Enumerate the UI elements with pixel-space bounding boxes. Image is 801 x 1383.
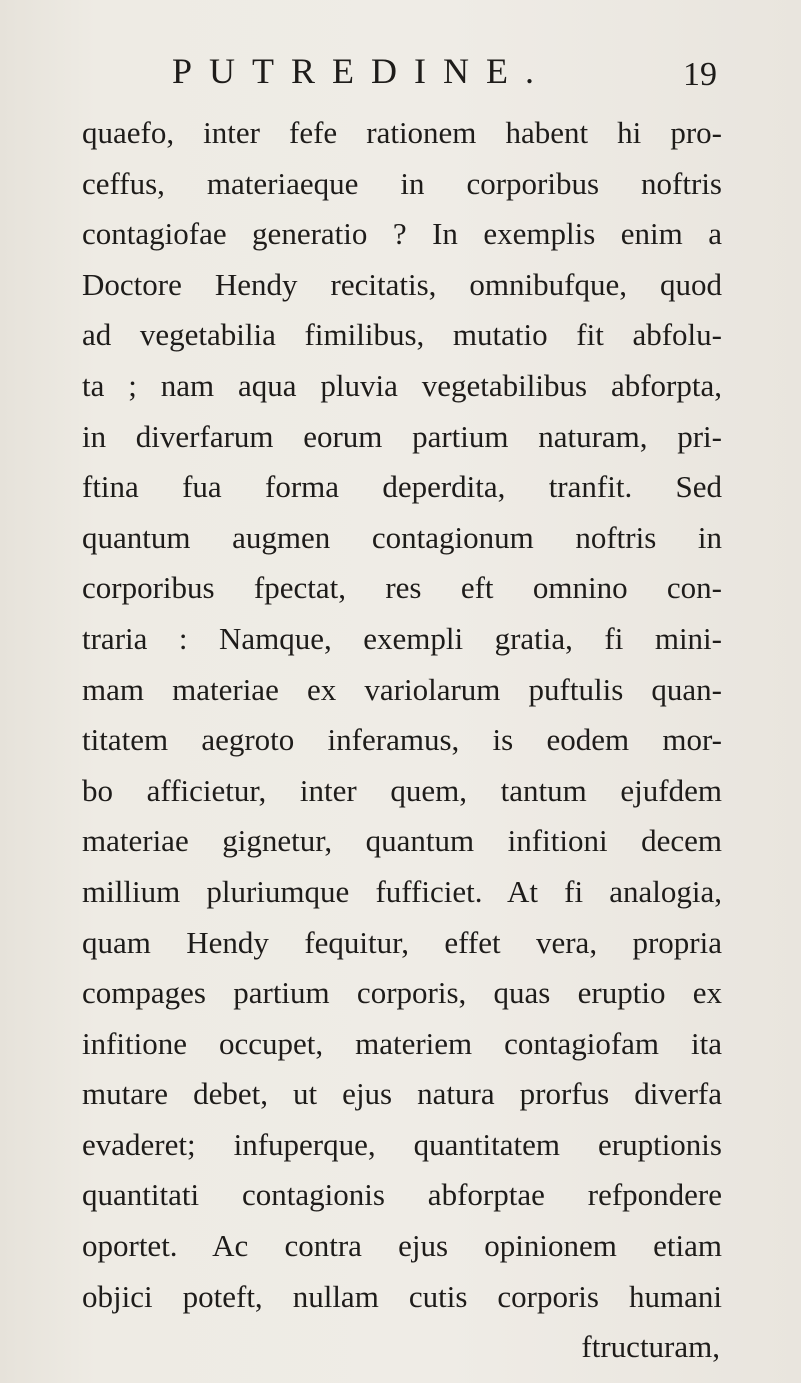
text-line: infitione occupet, materiem contagiofam ita: [82, 1025, 722, 1061]
text-line: quantitati contagionis abforptae refpondere: [82, 1177, 722, 1213]
text-line: traria : Namque, exempli gratia, fi mini-: [82, 620, 722, 656]
text-line: contagiofae generatio ? In exemplis enim a: [82, 216, 722, 252]
text-line: compages partium corporis, quas eruptio ex: [82, 975, 722, 1011]
running-title: PUTREDINE.: [172, 51, 551, 91]
catchword-line: ftructuram,: [581, 1329, 720, 1365]
page-number: 19: [683, 56, 717, 93]
text-line: bo afficietur, inter quem, tantum ejufdem: [82, 772, 722, 808]
text-line: corporibus fpectat, res eft omnino con-: [82, 570, 722, 606]
page-header: [0, 46, 801, 96]
text-line: in diverfarum eorum partium naturam, pri-: [82, 418, 722, 454]
text-line: ceffus, materiaeque in corporibus noftris: [82, 165, 722, 201]
text-line: evaderet; infuperque, quantitatem eruptionis: [82, 1126, 722, 1162]
text-line: mam materiae ex variolarum puftulis quan-: [82, 671, 722, 707]
text-line: quaefo, inter fefe rationem habent hi pro-: [82, 115, 722, 150]
text-line: mutare debet, ut ejus natura prorfus diverfa: [82, 1076, 722, 1112]
text-line: ftina fua forma deperdita, tranfit. Sed: [82, 469, 722, 505]
text-line: Doctore Hendy recitatis, omnibufque, quod: [82, 266, 722, 302]
text-line: ad vegetabilia fimilibus, mutatio fit abfolu-: [82, 317, 722, 353]
text-line: quantum augmen contagionum noftris in: [82, 519, 722, 555]
body-text: [82, 108, 722, 1373]
text-line: oportet. Ac contra ejus opinionem etiam: [82, 1228, 722, 1264]
text-line: materiae gignetur, quantum infitioni decem: [82, 823, 722, 859]
text-line: ta ; nam aqua pluvia vegetabilibus abforpta,: [82, 367, 722, 403]
text-line: millium pluriumque fufficiet. At fi analogia,: [82, 873, 722, 909]
text-line: objici poteft, nullam cutis corporis humani: [82, 1278, 722, 1314]
text-line: titatem aegroto inferamus, is eodem mor-: [82, 722, 722, 758]
text-line: quam Hendy fequitur, effet vera, propria: [82, 924, 722, 960]
